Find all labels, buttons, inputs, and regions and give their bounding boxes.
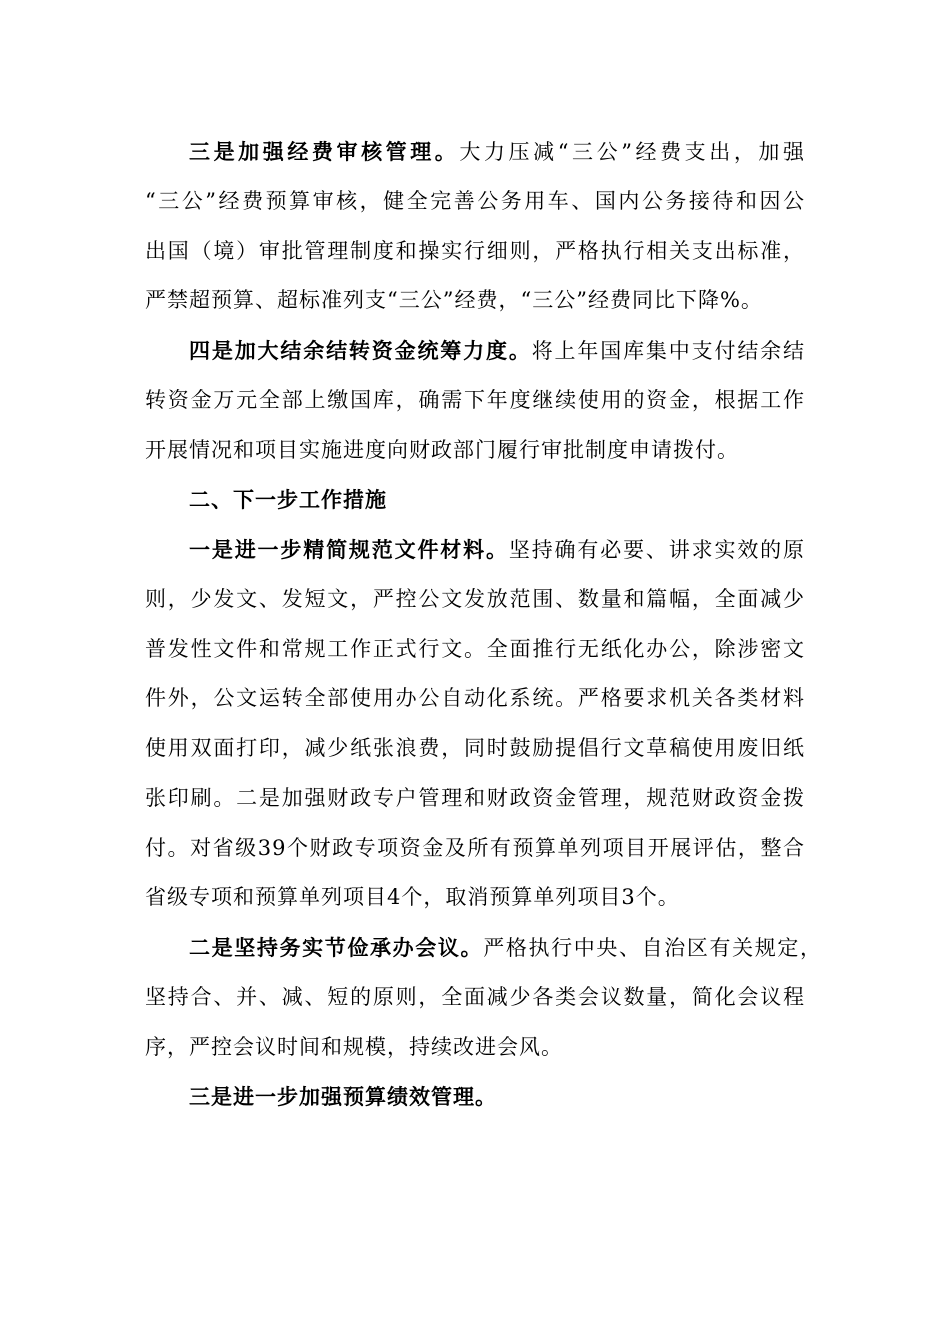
text-line: 付。对省级39个财政专项资金及所有预算单列项目开展评估，整合 — [145, 835, 805, 860]
paragraph-lead: 四是加大结余结转资金统筹力度。 — [189, 338, 532, 363]
paragraph-lead: 一是进一步精简规范文件材料。 — [189, 537, 509, 562]
section-heading — [145, 475, 805, 525]
paragraph-text: 坚持确有必要、讲求实效的原 — [508, 538, 806, 562]
paragraph-documents — [145, 525, 805, 923]
text-line — [145, 127, 805, 177]
paragraph-text: 将上年国库集中支付结余结 — [531, 339, 806, 363]
paragraph-meetings — [145, 923, 823, 1072]
paragraph-lead: 二是坚持务实节俭承办会议。 — [189, 935, 484, 960]
paragraph-lead: 三是进一步加强预算绩效管理。 — [189, 1084, 497, 1110]
text-line — [145, 525, 805, 575]
text-line: 严禁超预算、超标准列支“三公”经费，“三公”经费同比下降%。 — [145, 288, 763, 313]
paragraph-lead: 三是加强经费审核管理。 — [189, 139, 460, 164]
paragraph-text: 大力压减“三公”经费支出，加强 — [459, 140, 805, 164]
text-line: 坚持合、并、减、短的原则，全面减少各类会议数量，简化会议程 — [145, 984, 805, 1009]
heading-text: 二、下一步工作措施 — [189, 487, 387, 513]
text-line: 开展情况和项目实施进度向财政部门履行审批制度申请拨付。 — [145, 437, 739, 462]
text-line: 张印刷。二是加强财政专户管理和财政资金管理，规范财政资金拨 — [145, 785, 805, 810]
paragraph-text: 严格执行中央、自治区有关规定， — [483, 936, 823, 960]
text-line: 普发性文件和常规工作正式行文。全面推行无纸化办公，除涉密文 — [145, 636, 805, 661]
text-line — [145, 923, 822, 973]
paragraph-performance — [145, 1072, 805, 1122]
text-line: 转资金万元全部上缴国库，确需下年度继续使用的资金，根据工作 — [145, 387, 805, 412]
text-line: 使用双面打印，减少纸张浪费，同时鼓励提倡行文草稿使用废旧纸 — [145, 736, 805, 760]
text-line: 则，少发文、发短文，严控公文发放范围、数量和篇幅，全面减少 — [145, 586, 805, 611]
text-line: 件外，公文运转全部使用办公自动化系统。严格要求机关各类材料 — [145, 686, 805, 711]
paragraph-surplus-funds — [145, 326, 805, 475]
paragraph-expense-audit — [145, 127, 805, 326]
text-line: “三公”经费预算审核，健全完善公务用车、国内公务接待和因公 — [145, 188, 805, 213]
text-line: 省级专项和预算单列项目4个，取消预算单列项目3个。 — [145, 885, 680, 910]
text-line — [145, 326, 805, 376]
document-page — [145, 127, 823, 1122]
text-line: 出国（境）审批管理制度和操实行细则，严格执行相关支出标准， — [145, 238, 805, 263]
text-line: 序，严控会议时间和规模，持续改进会风。 — [145, 1034, 563, 1059]
